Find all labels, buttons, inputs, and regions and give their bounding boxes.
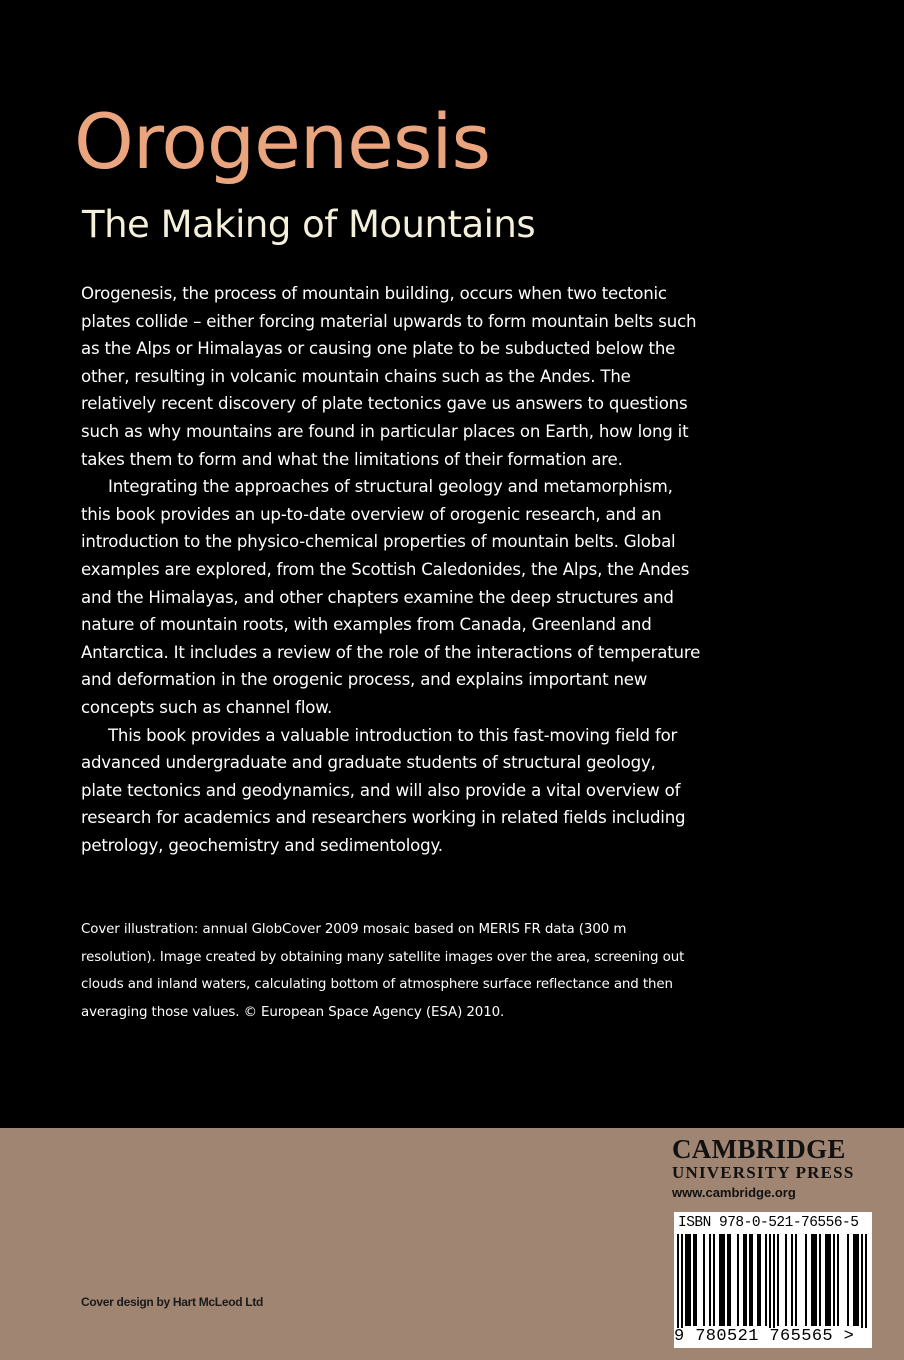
barcode-bar <box>729 1234 731 1326</box>
barcode-bar <box>837 1234 839 1326</box>
barcode-bar <box>693 1234 695 1326</box>
barcode-bar <box>681 1234 683 1332</box>
barcode-bar <box>829 1234 831 1326</box>
barcode-bar <box>861 1234 863 1332</box>
publisher-website: www.cambridge.org <box>672 1185 796 1200</box>
barcode <box>674 1212 872 1348</box>
barcode-digits: 9 780521 765565 > <box>674 1328 872 1346</box>
barcode-bar <box>815 1234 817 1326</box>
barcode-bar <box>813 1234 815 1326</box>
barcode-bar <box>773 1234 775 1332</box>
barcode-bar <box>865 1234 867 1332</box>
book-subtitle: The Making of Mountains <box>82 203 536 246</box>
barcode-bar <box>687 1234 689 1326</box>
barcode-bar <box>785 1234 787 1326</box>
barcode-bar <box>719 1234 721 1326</box>
barcode-bar <box>737 1234 739 1326</box>
barcode-bar <box>743 1234 745 1326</box>
blurb <box>81 280 701 859</box>
barcode-bar <box>723 1234 725 1326</box>
barcode-bar <box>825 1234 827 1326</box>
barcode-bar <box>833 1234 835 1326</box>
barcode-bar <box>819 1234 821 1326</box>
barcode-bar <box>689 1234 691 1326</box>
barcode-bar <box>721 1234 723 1326</box>
barcode-bar <box>685 1234 687 1326</box>
barcode-bar <box>749 1234 751 1326</box>
blurb-paragraph: Integrating the approaches of structural geology and metamorphism, this book provides an up-to-date overview of orogenic research, and an introduction to the physico-chemical properties of mountain belts. Global examples are explored, from the Scottish Caledonides, the Alps, the Andes and the Himalayas, and other chapters examine the deep structures and nature of mountain roots, with examples from Canada, Greenland and Antarctica. It includes a review of the role of the interactions of temperature and deformation in the orogenic process, and explains important new concepts such as channel flow. <box>81 477 701 717</box>
barcode-bar <box>855 1234 857 1326</box>
publisher-logo <box>672 1135 872 1203</box>
barcode-bar <box>805 1234 807 1326</box>
barcode-bars <box>677 1234 869 1332</box>
barcode-bar <box>745 1234 747 1326</box>
illustration-credit: Cover illustration: annual GlobCover 2009 mosaic based on MERIS FR data (300 m resolution). Image created by obtaining many satellite images over the area, screening out clouds and inland waters, calculating bottom of atmosphere surface reflectance and then averaging those values. © European Space Agency (ESA) 2010. <box>81 922 685 1020</box>
barcode-bar <box>769 1234 771 1332</box>
barcode-bar <box>857 1234 859 1326</box>
barcode-bar <box>759 1234 761 1326</box>
book-title: Orogenesis <box>74 97 491 186</box>
blurb-paragraph: Orogenesis, the process of mountain building, occurs when two tectonic plates collide – either forcing material upwards to form mountain belts such as the Alps or Himalayas or causing one plate to be subducted below the other, resulting in volcanic mountain chains such as the Andes. The relatively recent discovery of plate tectonics gave us answers to questions such as why mountains are found in particular places on Earth, how long it takes them to form and what the limitations of their formation are. <box>81 284 697 469</box>
barcode-bar <box>765 1234 767 1326</box>
barcode-bar <box>757 1234 759 1326</box>
barcode-bar <box>795 1234 797 1326</box>
barcode-bar <box>703 1234 705 1326</box>
publisher-name: CAMBRIDGE <box>672 1134 846 1164</box>
barcode-bar <box>827 1234 829 1326</box>
publisher-subname: UNIVERSITY PRESS <box>672 1163 855 1182</box>
barcode-bar <box>791 1234 793 1326</box>
barcode-bar <box>695 1234 697 1326</box>
barcode-bar <box>709 1234 711 1326</box>
blurb-paragraph: This book provides a valuable introduction to this fast-moving field for advanced undergraduate and graduate students of structural geology, plate tectonics and geodynamics, and will also provide a vital overview of research for academics and researchers working in related fields including petrology, geochemistry and sedimentology. <box>81 725 686 855</box>
barcode-bar <box>727 1234 729 1326</box>
barcode-bar <box>847 1234 849 1326</box>
barcode-bar <box>677 1234 679 1332</box>
design-credit: Cover design by Hart McLeod Ltd <box>81 1295 264 1309</box>
barcode-bar <box>777 1234 779 1326</box>
barcode-bar <box>713 1234 715 1326</box>
barcode-bar <box>751 1234 753 1326</box>
isbn-label: ISBN 978-0-521-76556-5 <box>678 1215 859 1231</box>
barcode-bar <box>811 1234 813 1326</box>
barcode-bar <box>853 1234 855 1326</box>
